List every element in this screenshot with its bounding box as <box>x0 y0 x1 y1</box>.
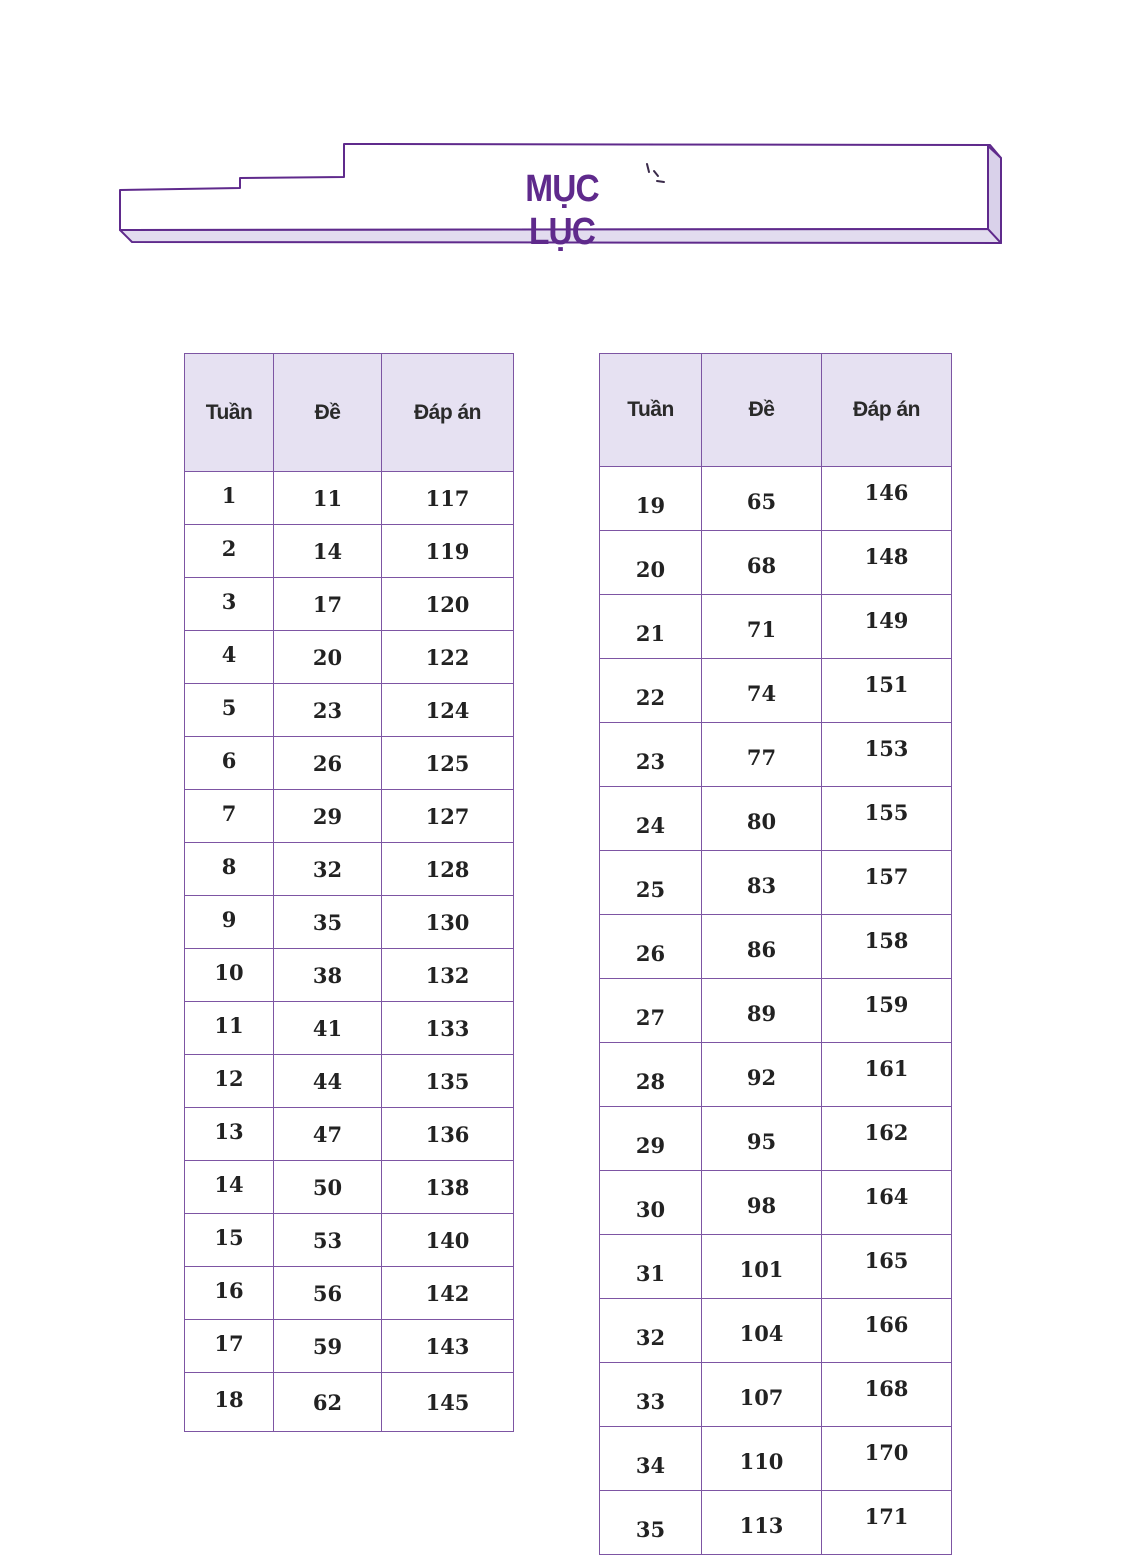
toc-table-right <box>599 353 952 1555</box>
test-page-cell: 11 <box>274 472 382 525</box>
table-header-row <box>185 354 514 472</box>
answer-page-cell: 119 <box>382 525 514 578</box>
test-page-cell: 47 <box>274 1108 382 1161</box>
test-page-cell: 62 <box>274 1373 382 1432</box>
answer-page-cell: 132 <box>382 949 514 1002</box>
answer-page-cell: 170 <box>822 1427 952 1491</box>
answer-page-cell: 149 <box>822 595 952 659</box>
table-row <box>185 896 514 949</box>
answer-page-cell: 171 <box>822 1491 952 1555</box>
test-page-cell: 74 <box>702 659 822 723</box>
week-cell: 25 <box>600 851 702 915</box>
table-row <box>185 1373 514 1432</box>
week-cell: 10 <box>185 949 274 1002</box>
table-row <box>185 737 514 790</box>
table-row <box>185 1002 514 1055</box>
answer-page-cell: 164 <box>822 1171 952 1235</box>
answer-page-cell: 155 <box>822 787 952 851</box>
test-page-cell: 26 <box>274 737 382 790</box>
answer-page-cell: 130 <box>382 896 514 949</box>
header-week: Tuần <box>600 354 702 467</box>
week-cell: 33 <box>600 1363 702 1427</box>
title-banner <box>112 138 1012 253</box>
test-page-cell: 113 <box>702 1491 822 1555</box>
test-page-cell: 80 <box>702 787 822 851</box>
test-page-cell: 92 <box>702 1043 822 1107</box>
answer-page-cell: 157 <box>822 851 952 915</box>
table-row <box>600 723 952 787</box>
table-row <box>185 525 514 578</box>
week-cell: 18 <box>185 1373 274 1432</box>
answer-page-cell: 124 <box>382 684 514 737</box>
table-header-row <box>600 354 952 467</box>
table-row <box>185 631 514 684</box>
answer-page-cell: 161 <box>822 1043 952 1107</box>
answer-page-cell: 146 <box>822 467 952 531</box>
test-page-cell: 107 <box>702 1363 822 1427</box>
answer-page-cell: 151 <box>822 659 952 723</box>
test-page-cell: 32 <box>274 843 382 896</box>
header-week: Tuần <box>185 354 274 472</box>
week-cell: 16 <box>185 1267 274 1320</box>
answer-page-cell: 128 <box>382 843 514 896</box>
test-page-cell: 23 <box>274 684 382 737</box>
table-row <box>600 851 952 915</box>
test-page-cell: 29 <box>274 790 382 843</box>
test-page-cell: 59 <box>274 1320 382 1373</box>
table-row <box>185 843 514 896</box>
week-cell: 13 <box>185 1108 274 1161</box>
toc-table-left <box>184 353 514 1432</box>
week-cell: 30 <box>600 1171 702 1235</box>
table-row <box>600 467 952 531</box>
test-page-cell: 53 <box>274 1214 382 1267</box>
answer-page-cell: 165 <box>822 1235 952 1299</box>
test-page-cell: 89 <box>702 979 822 1043</box>
test-page-cell: 20 <box>274 631 382 684</box>
header-test: Đề <box>702 354 822 467</box>
test-page-cell: 14 <box>274 525 382 578</box>
test-page-cell: 17 <box>274 578 382 631</box>
week-cell: 5 <box>185 684 274 737</box>
week-cell: 26 <box>600 915 702 979</box>
answer-page-cell: 135 <box>382 1055 514 1108</box>
test-page-cell: 56 <box>274 1267 382 1320</box>
table-row <box>600 659 952 723</box>
table-row <box>600 595 952 659</box>
table-row <box>185 1161 514 1214</box>
test-page-cell: 35 <box>274 896 382 949</box>
table-row <box>600 787 952 851</box>
table-row <box>600 1107 952 1171</box>
header-answer: Đáp án <box>822 354 952 467</box>
answer-page-cell: 153 <box>822 723 952 787</box>
page-title: MỤC LỤC <box>525 168 599 253</box>
week-cell: 8 <box>185 843 274 896</box>
answer-page-cell: 148 <box>822 531 952 595</box>
answer-page-cell: 143 <box>382 1320 514 1373</box>
week-cell: 31 <box>600 1235 702 1299</box>
week-cell: 19 <box>600 467 702 531</box>
week-cell: 11 <box>185 1002 274 1055</box>
test-page-cell: 68 <box>702 531 822 595</box>
week-cell: 32 <box>600 1299 702 1363</box>
test-page-cell: 50 <box>274 1161 382 1214</box>
week-cell: 21 <box>600 595 702 659</box>
test-page-cell: 95 <box>702 1107 822 1171</box>
table-row <box>185 1320 514 1373</box>
week-cell: 15 <box>185 1214 274 1267</box>
test-page-cell: 65 <box>702 467 822 531</box>
test-page-cell: 98 <box>702 1171 822 1235</box>
answer-page-cell: 125 <box>382 737 514 790</box>
test-page-cell: 38 <box>274 949 382 1002</box>
answer-page-cell: 117 <box>382 472 514 525</box>
week-cell: 17 <box>185 1320 274 1373</box>
answer-page-cell: 162 <box>822 1107 952 1171</box>
table-row <box>600 915 952 979</box>
header-answer: Đáp án <box>382 354 514 472</box>
week-cell: 28 <box>600 1043 702 1107</box>
table-row <box>185 578 514 631</box>
table-row <box>600 1235 952 1299</box>
table-row <box>600 1043 952 1107</box>
table-row <box>600 979 952 1043</box>
week-cell: 27 <box>600 979 702 1043</box>
table-row <box>185 684 514 737</box>
week-cell: 3 <box>185 578 274 631</box>
week-cell: 22 <box>600 659 702 723</box>
week-cell: 29 <box>600 1107 702 1171</box>
table-row <box>185 1214 514 1267</box>
week-cell: 7 <box>185 790 274 843</box>
table-row <box>185 472 514 525</box>
answer-page-cell: 166 <box>822 1299 952 1363</box>
test-page-cell: 44 <box>274 1055 382 1108</box>
table-row <box>600 1491 952 1555</box>
table-row <box>185 790 514 843</box>
table-row <box>600 1363 952 1427</box>
table-row <box>185 1267 514 1320</box>
week-cell: 4 <box>185 631 274 684</box>
answer-page-cell: 142 <box>382 1267 514 1320</box>
answer-page-cell: 140 <box>382 1214 514 1267</box>
table-row <box>185 1108 514 1161</box>
table-row <box>600 1299 952 1363</box>
test-page-cell: 110 <box>702 1427 822 1491</box>
test-page-cell: 83 <box>702 851 822 915</box>
answer-page-cell: 168 <box>822 1363 952 1427</box>
table-row <box>185 1055 514 1108</box>
week-cell: 14 <box>185 1161 274 1214</box>
answer-page-cell: 158 <box>822 915 952 979</box>
week-cell: 20 <box>600 531 702 595</box>
table-row <box>600 1171 952 1235</box>
test-page-cell: 101 <box>702 1235 822 1299</box>
week-cell: 35 <box>600 1491 702 1555</box>
answer-page-cell: 145 <box>382 1373 514 1432</box>
header-test: Đề <box>274 354 382 472</box>
answer-page-cell: 133 <box>382 1002 514 1055</box>
answer-page-cell: 122 <box>382 631 514 684</box>
week-cell: 9 <box>185 896 274 949</box>
answer-page-cell: 120 <box>382 578 514 631</box>
week-cell: 12 <box>185 1055 274 1108</box>
answer-page-cell: 159 <box>822 979 952 1043</box>
test-page-cell: 41 <box>274 1002 382 1055</box>
test-page-cell: 71 <box>702 595 822 659</box>
week-cell: 24 <box>600 787 702 851</box>
table-row <box>600 531 952 595</box>
week-cell: 23 <box>600 723 702 787</box>
test-page-cell: 104 <box>702 1299 822 1363</box>
week-cell: 34 <box>600 1427 702 1491</box>
week-cell: 2 <box>185 525 274 578</box>
table-row <box>600 1427 952 1491</box>
table-row <box>185 949 514 1002</box>
answer-page-cell: 127 <box>382 790 514 843</box>
answer-page-cell: 136 <box>382 1108 514 1161</box>
week-cell: 1 <box>185 472 274 525</box>
answer-page-cell: 138 <box>382 1161 514 1214</box>
test-page-cell: 77 <box>702 723 822 787</box>
test-page-cell: 86 <box>702 915 822 979</box>
week-cell: 6 <box>185 737 274 790</box>
